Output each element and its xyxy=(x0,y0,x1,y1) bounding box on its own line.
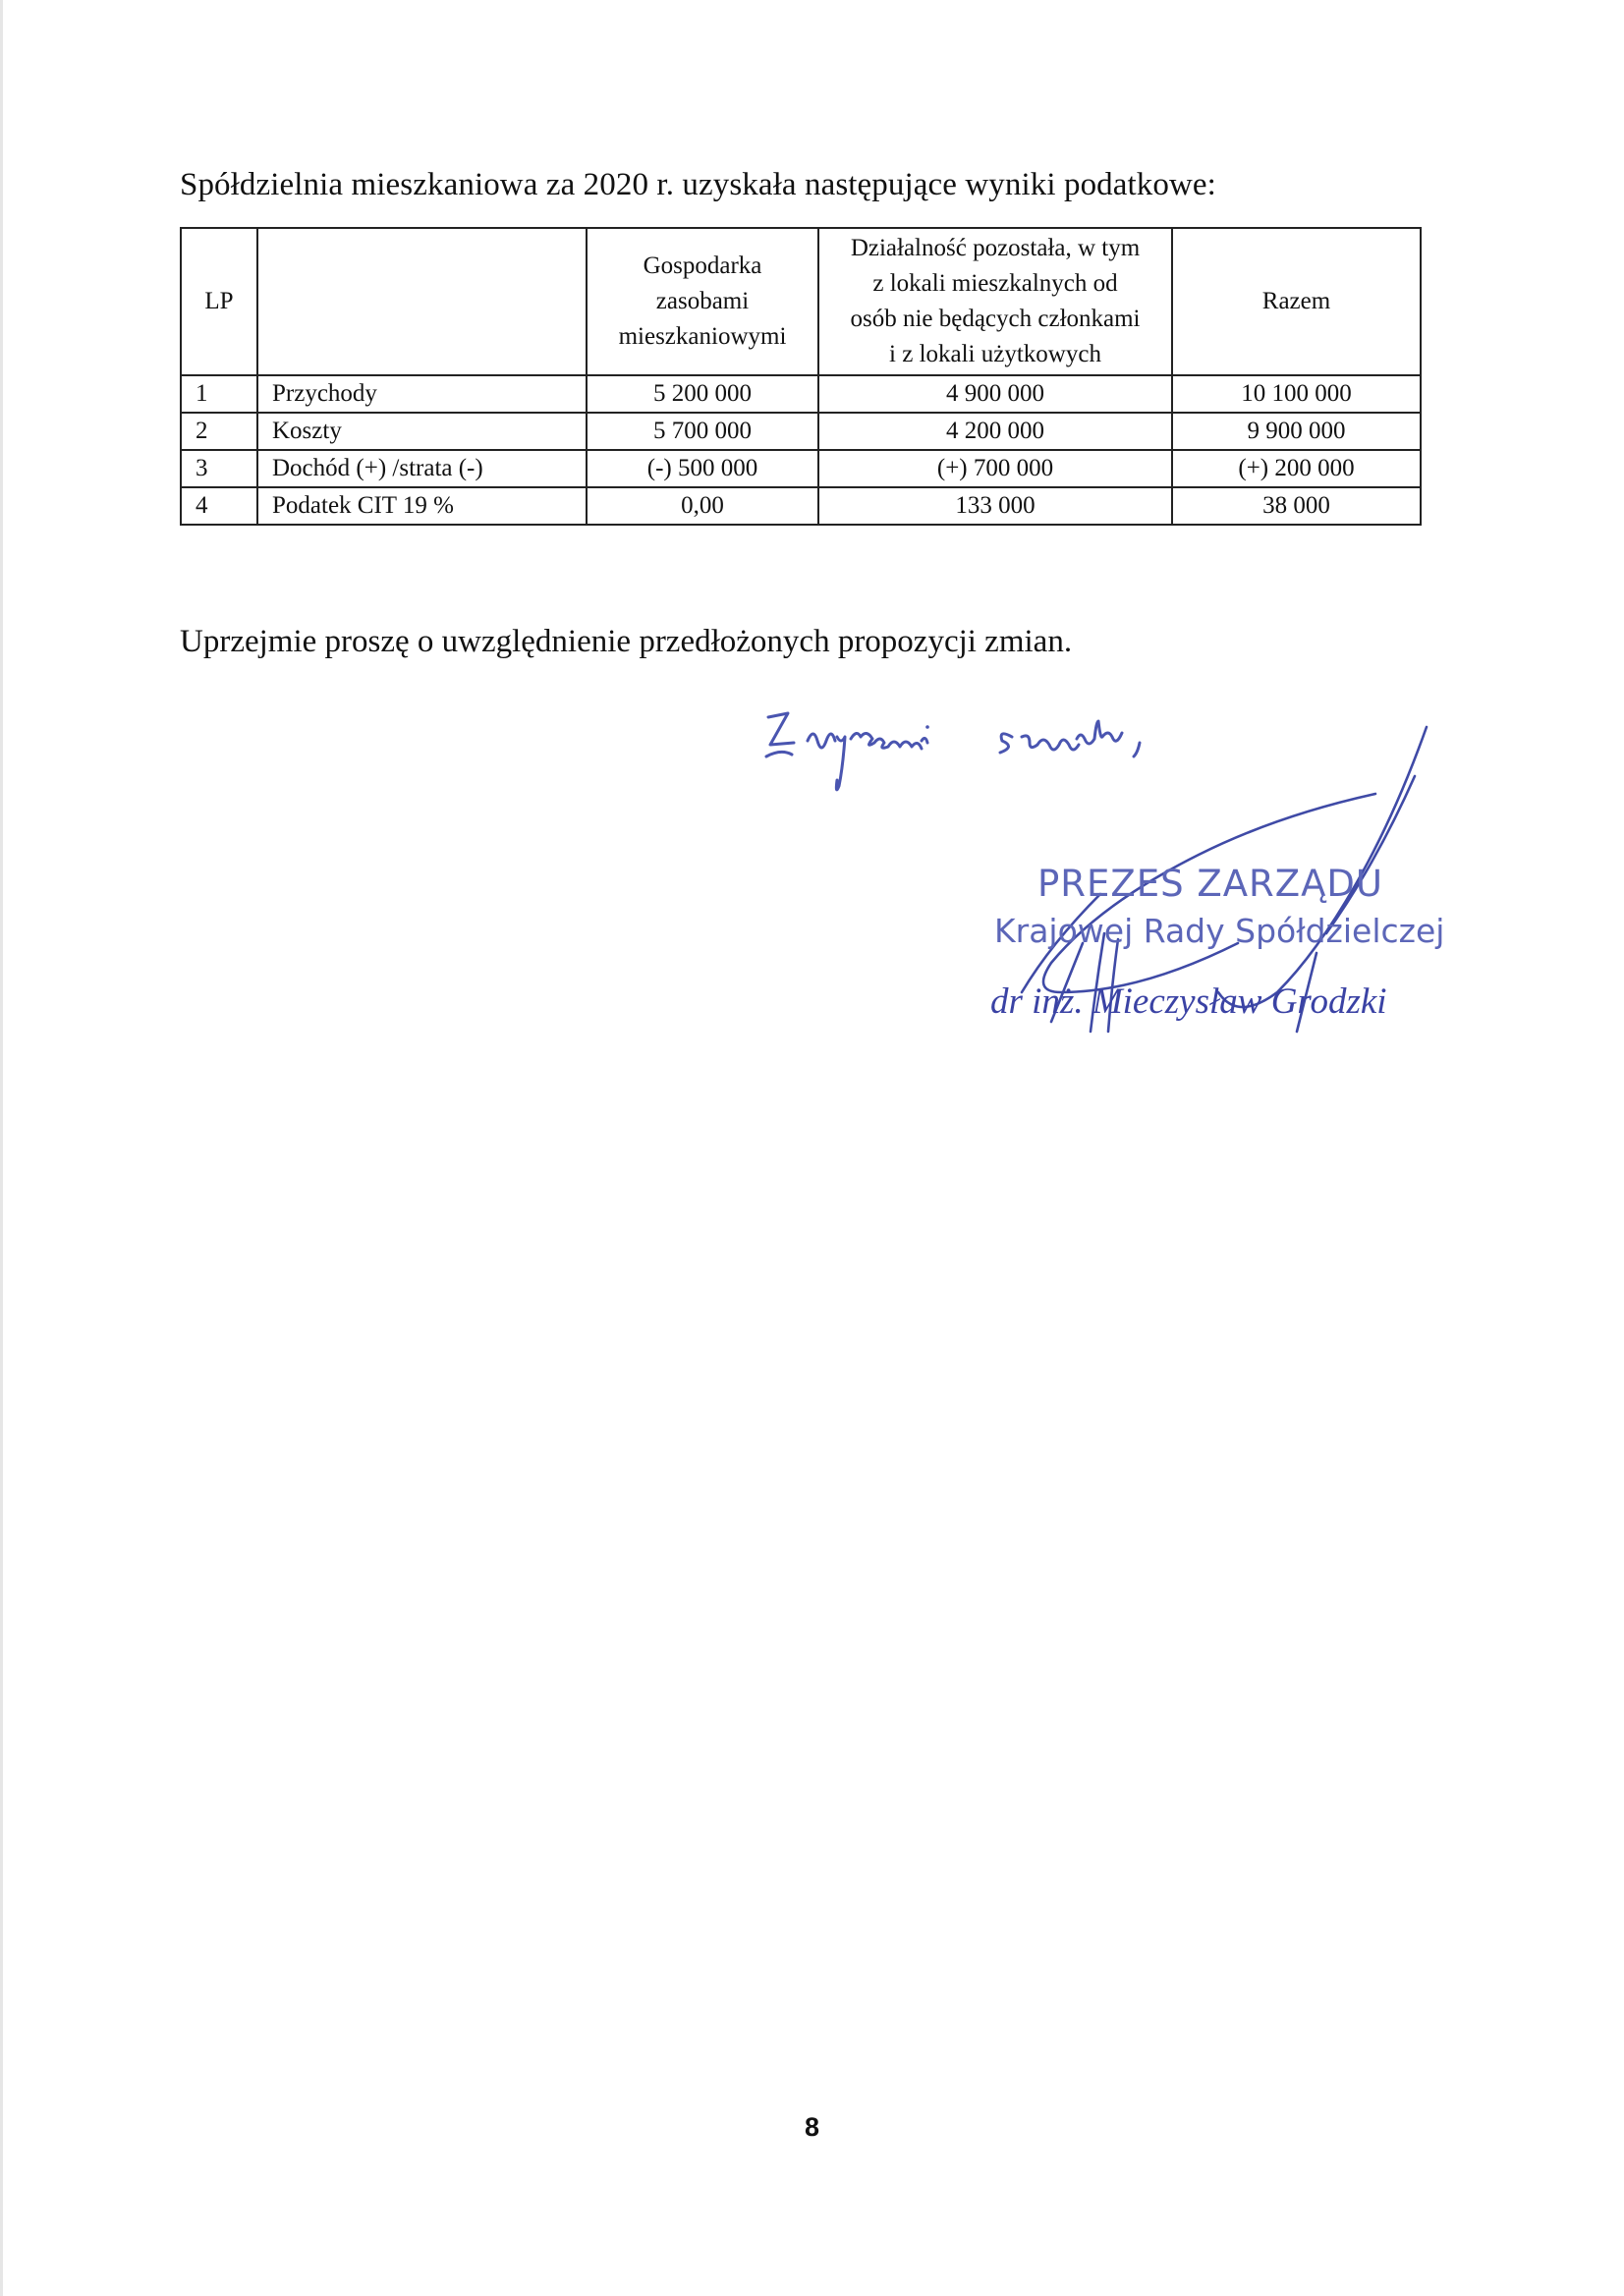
row-lp: 4 xyxy=(181,487,257,525)
row-housing-value: 0,00 xyxy=(587,487,818,525)
row-lp: 2 xyxy=(181,413,257,450)
row-lp: 1 xyxy=(181,375,257,413)
row-label: Koszty xyxy=(257,413,587,450)
row-housing-value: (-) 500 000 xyxy=(587,450,818,487)
table-row xyxy=(181,487,1421,525)
stamp-title: PREZES ZARZĄDU xyxy=(1037,863,1383,905)
row-total-value: 9 900 000 xyxy=(1172,413,1421,450)
stamp-organization: Krajowej Rady Spółdzielczej xyxy=(994,912,1445,950)
stamp-signatory-name: dr inż. Mieczysław Grodzki xyxy=(990,981,1387,1022)
table-row xyxy=(181,450,1421,487)
row-other-value: 4 900 000 xyxy=(818,375,1172,413)
table-row xyxy=(181,413,1421,450)
row-other-value: 133 000 xyxy=(818,487,1172,525)
row-other-value: (+) 700 000 xyxy=(818,450,1172,487)
row-label: Dochód (+) /strata (-) xyxy=(257,450,587,487)
row-total-value: (+) 200 000 xyxy=(1172,450,1421,487)
signature-block xyxy=(727,698,1474,1071)
header-lp: LP xyxy=(181,228,257,375)
row-other-value: 4 200 000 xyxy=(818,413,1172,450)
intro-text: Spółdzielnia mieszkaniowa za 2020 r. uzyskała następujące wyniki podatkowe: xyxy=(180,167,1216,202)
row-total-value: 38 000 xyxy=(1172,487,1421,525)
row-label: Przychody xyxy=(257,375,587,413)
row-housing-value: 5 700 000 xyxy=(587,413,818,450)
request-text: Uprzejmie proszę o uwzględnienie przedłożonych propozycji zmian. xyxy=(180,624,1073,659)
header-housing-stock: Gospodarka zasobami mieszkaniowymi xyxy=(587,228,818,375)
header-name xyxy=(257,228,587,375)
handwritten-closing xyxy=(766,713,1140,790)
row-total-value: 10 100 000 xyxy=(1172,375,1421,413)
header-total: Razem xyxy=(1172,228,1421,375)
header-other-activity: Działalność pozostała, w tym z lokali mieszkalnych od osób nie będących członkami i z lokali użytkowych xyxy=(818,228,1172,375)
row-label: Podatek CIT 19 % xyxy=(257,487,587,525)
scan-edge xyxy=(0,0,3,2296)
page-number: 8 xyxy=(804,2112,820,2142)
row-housing-value: 5 200 000 xyxy=(587,375,818,413)
table-header-row xyxy=(181,228,1421,375)
row-lp: 3 xyxy=(181,450,257,487)
table-row xyxy=(181,375,1421,413)
tax-results-table xyxy=(180,227,1422,526)
